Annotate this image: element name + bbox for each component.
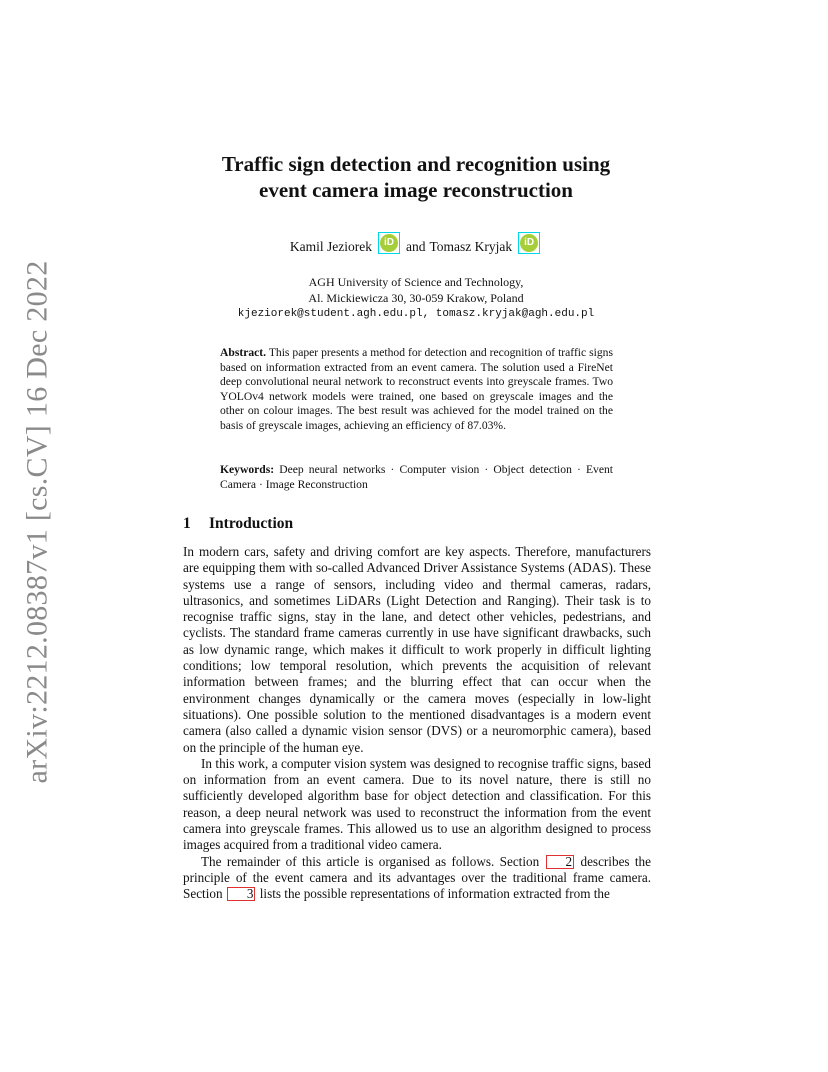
affiliation xyxy=(150,274,682,322)
affiliation-institution: AGH University of Science and Technology, xyxy=(308,275,524,289)
arxiv-stamp-text: arXiv:2212.08387v1 [cs.CV] 16 Dec 2022 xyxy=(20,260,54,784)
keywords-text: Deep neural networks · Computer vision · Object detection · Event Camera · Image Reconstruction xyxy=(220,463,614,491)
affiliation-emails: kjeziorek@student.agh.edu.pl, tomasz.kryjak@agh.edu.pl xyxy=(237,308,595,320)
section-heading xyxy=(183,515,293,533)
section-title: Introduction xyxy=(209,515,294,532)
keywords-label: Keywords: xyxy=(220,463,275,476)
author-separator: and xyxy=(405,239,426,254)
section-number: 1 xyxy=(183,515,191,532)
abstract-text: This paper presents a method for detection and recognition of traffic signs based on information extracted from an event camera. The solution used a FireNet deep convolutional neural network to reconstruct events into greyscale frames. Two YOLOv4 network models were trained, one based on greyscale images and the other on colour images. The best result was achieved for the model trained on the basis of greyscale images, achieving an efficiency of 87.03%. xyxy=(220,346,613,432)
orcid-link-1[interactable] xyxy=(378,232,400,254)
paragraph: The remainder of this article is organised as follows. Section 2 describes the principle of the event camera and its advantages over the traditional frame camera. Section 3 lists the possible representations of information extracted from the xyxy=(183,853,651,902)
orcid-icon: iD xyxy=(380,234,398,252)
abstract-label: Abstract. xyxy=(220,346,267,359)
title-line-1: Traffic sign detection and recognition using xyxy=(221,152,611,176)
title-line-2: event camera image reconstruction xyxy=(259,178,573,202)
author-name: Kamil Jeziorek xyxy=(289,239,372,254)
section-ref-link[interactable]: 2 xyxy=(546,855,575,869)
section-ref-link[interactable]: 3 xyxy=(227,887,256,901)
paper-title xyxy=(150,151,682,203)
keywords xyxy=(220,463,613,492)
paragraph: In this work, a computer vision system was designed to recognise traffic signs, based on information from an event camera. Due to its novel nature, there is still no sufficiently developed algorithm base for object detection and classification. For this reason, a deep neural network was used to reconstruct the information from the event camera into greyscale frames. This allowed us to use an algorithm designed to process images acquired from a traditional video camera. xyxy=(183,755,651,853)
author-name: Tomasz Kryjak xyxy=(429,239,513,254)
author-list xyxy=(150,236,682,258)
orcid-link-2[interactable] xyxy=(518,232,540,254)
affiliation-address: Al. Mickiewicza 30, 30-059 Krakow, Poland xyxy=(308,291,524,305)
orcid-icon: iD xyxy=(520,234,538,252)
arxiv-stamp xyxy=(20,260,54,784)
body-text xyxy=(183,544,651,903)
abstract xyxy=(220,346,613,434)
paragraph: In modern cars, safety and driving comfort are key aspects. Therefore, manufacturers are equipping them with so-called Advanced Driver Assistance Systems (ADAS). These systems use a range of sensors, including video and thermal cameras, radars, ultrasonics, and sometimes LiDARs (Light Detection and Ranging). Their task is to recognise traffic signs, stay in the lane, and detect other vehicles, pedestrians, and cyclists. The standard frame cameras currently in use have significant drawbacks, such as low dynamic range, which makes it difficult to work properly in difficult lighting conditions; low temporal resolution, which prevents the acquisition of relevant information between frames; and the blurring effect that can occur when the environment changes dynamically or the camera moves (especially in low-light situations). One possible solution to the mentioned disadvantages is a modern event camera (also called a dynamic vision sensor (DVS) or a neuromorphic camera), based on the principle of the human eye. xyxy=(183,544,651,755)
